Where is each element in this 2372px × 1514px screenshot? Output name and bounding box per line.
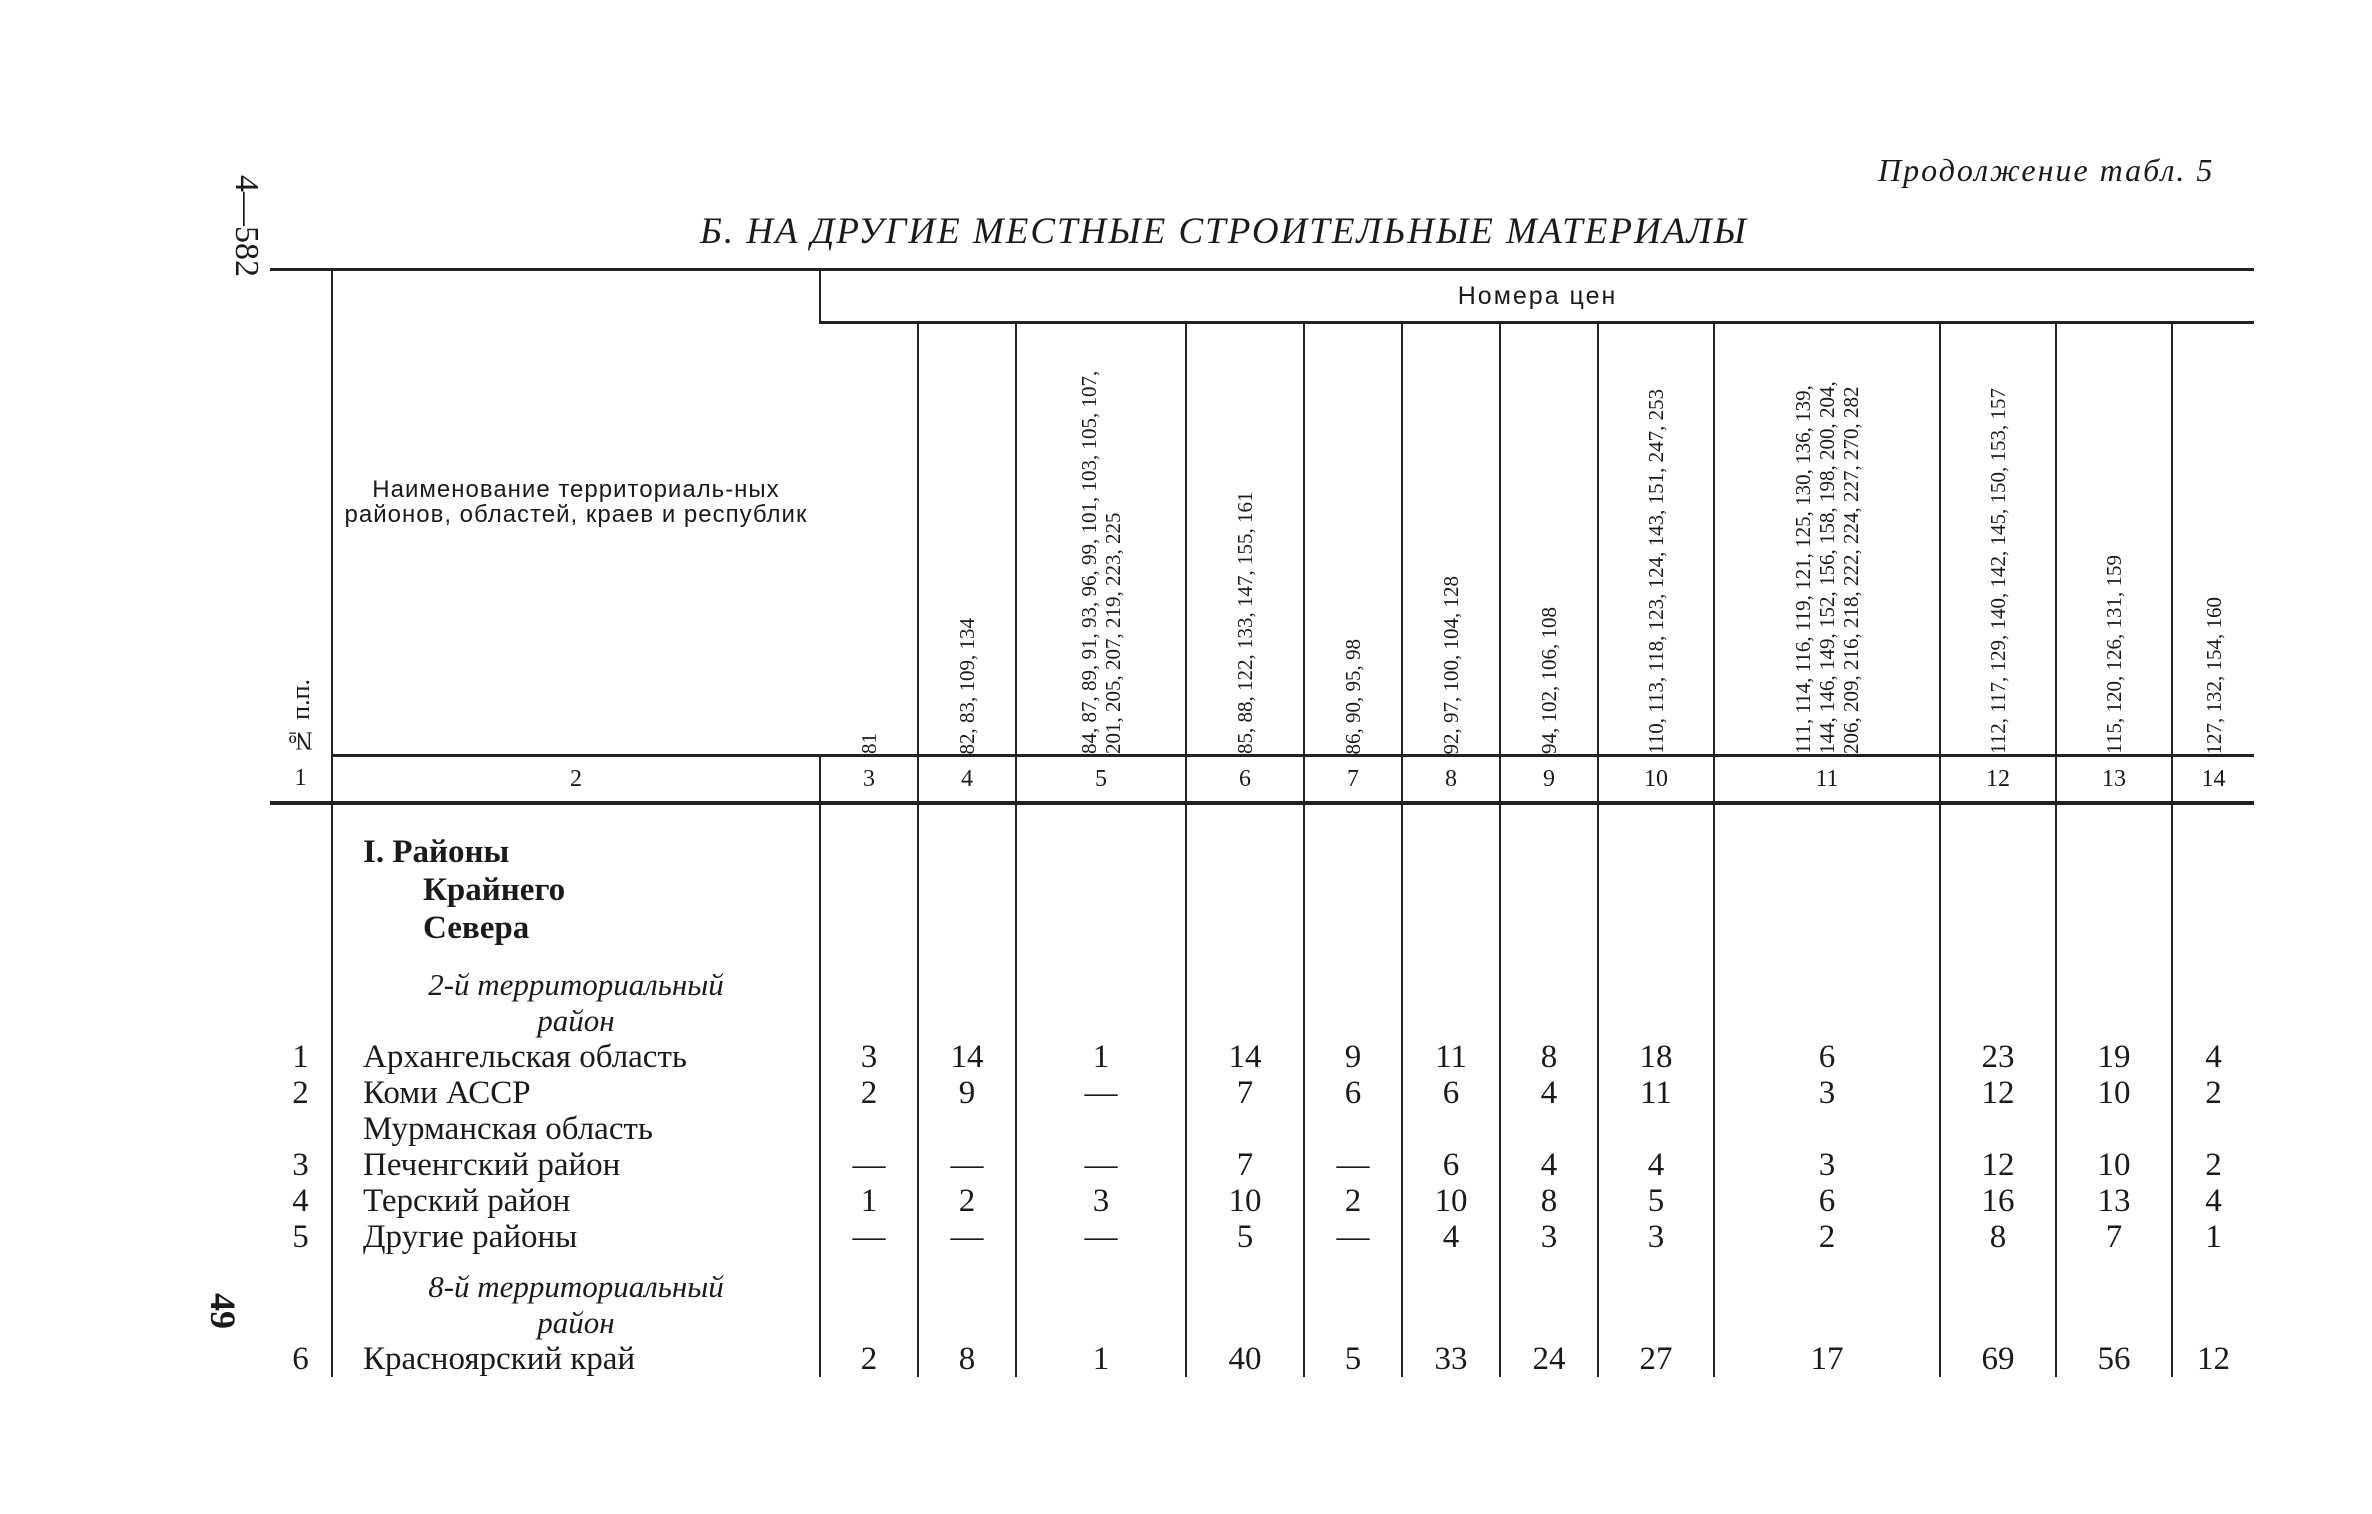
price-cell: 4	[2172, 1039, 2254, 1075]
region-name: Другие районы	[332, 1219, 820, 1255]
price-header-col13: 115, 120, 126, 131, 159	[2056, 323, 2172, 756]
region-name: Коми АССР	[332, 1075, 820, 1111]
price-cell: 16	[1940, 1183, 2056, 1219]
region-name: Мурманская область	[332, 1111, 820, 1147]
price-cell	[1186, 1111, 1304, 1147]
section-heading: I. Районы Крайнего Севера	[332, 817, 820, 953]
table-continuation-label: Продолжение табл. 5	[1878, 152, 2215, 188]
price-cell: —	[820, 1219, 918, 1255]
price-cell: —	[1304, 1147, 1402, 1183]
price-cell: 5	[1598, 1183, 1714, 1219]
price-cell: 5	[1304, 1341, 1402, 1377]
column-number: 9	[1500, 756, 1598, 804]
region-name: Красноярский край	[332, 1341, 820, 1377]
price-header-col3: 81	[820, 323, 918, 756]
price-cell: 2	[918, 1183, 1016, 1219]
price-cell	[1598, 1111, 1714, 1147]
price-cell	[820, 1111, 918, 1147]
column-number: 7	[1304, 756, 1402, 804]
table-row	[270, 1183, 2254, 1219]
row-number	[270, 1111, 332, 1147]
price-cell: 10	[1186, 1183, 1304, 1219]
region-name: Архангельская область	[332, 1039, 820, 1075]
price-cell: 6	[1402, 1075, 1500, 1111]
price-cell: 5	[1186, 1219, 1304, 1255]
price-cell: 12	[2172, 1341, 2254, 1377]
price-cell: 2	[1304, 1183, 1402, 1219]
price-cell: 8	[1940, 1219, 2056, 1255]
price-cell: —	[1304, 1219, 1402, 1255]
price-header-col6: 85, 88, 122, 133, 147, 155, 161	[1186, 323, 1304, 756]
column-number: 8	[1402, 756, 1500, 804]
price-header-col8: 92, 97, 100, 104, 128	[1402, 323, 1500, 756]
price-header-col10: 110, 113, 118, 123, 124, 143, 151, 247, 253	[1598, 323, 1714, 756]
price-cell: 7	[2056, 1219, 2172, 1255]
price-cell: 17	[1714, 1341, 1940, 1377]
price-cell: —	[1016, 1147, 1186, 1183]
table-row	[270, 1341, 2254, 1377]
table-row	[270, 1147, 2254, 1183]
column-number: 4	[918, 756, 1016, 804]
price-cell: 4	[1500, 1075, 1598, 1111]
price-cell	[1304, 1111, 1402, 1147]
column-number: 1	[270, 756, 332, 804]
price-cell: 10	[2056, 1147, 2172, 1183]
price-cell: 6	[1714, 1039, 1940, 1075]
row-number: 4	[292, 1183, 309, 1219]
price-cell: 4	[2172, 1183, 2254, 1219]
price-cell: 7	[1186, 1075, 1304, 1111]
price-cell: 3	[1714, 1075, 1940, 1111]
price-cell: —	[1016, 1075, 1186, 1111]
price-cell	[1016, 1111, 1186, 1147]
price-table	[270, 268, 2254, 1377]
price-header-col12: 112, 117, 129, 140, 142, 145, 150, 153, 157	[1940, 323, 2056, 756]
price-cell: 3	[1016, 1183, 1186, 1219]
price-header-col7: 86, 90, 95, 98	[1304, 323, 1402, 756]
subsection-heading: 8-й территориальный район	[332, 1255, 820, 1341]
price-cell: 3	[1714, 1147, 1940, 1183]
price-cell: 12	[1940, 1075, 2056, 1111]
price-cell: 8	[1500, 1183, 1598, 1219]
price-cell: 1	[1016, 1039, 1186, 1075]
row-number: 3	[292, 1147, 309, 1183]
price-cell	[2056, 1111, 2172, 1147]
price-cell: 56	[2056, 1341, 2172, 1377]
price-cell: 19	[2056, 1039, 2172, 1075]
price-cell: 4	[1500, 1147, 1598, 1183]
price-cell: 3	[820, 1039, 918, 1075]
price-cell: —	[820, 1147, 918, 1183]
subsection-heading-row	[270, 953, 2254, 1039]
price-cell: 1	[820, 1183, 918, 1219]
price-cell: 24	[1500, 1341, 1598, 1377]
price-cell: —	[1016, 1219, 1186, 1255]
price-cell: 3	[1500, 1219, 1598, 1255]
price-cell: 9	[1304, 1039, 1402, 1075]
table-row	[270, 1219, 2254, 1255]
price-numbers-group-header: Номера цен	[820, 270, 2254, 323]
column-number-row	[270, 756, 2254, 804]
price-cell: 4	[1598, 1147, 1714, 1183]
column-number: 11	[1714, 756, 1940, 804]
column-number: 14	[2172, 756, 2254, 804]
price-cell: 2	[820, 1075, 918, 1111]
table-row	[270, 1075, 2254, 1111]
price-cell: 2	[1714, 1219, 1940, 1255]
price-header-col9: 94, 102, 106, 108	[1500, 323, 1598, 756]
column-number: 13	[2056, 756, 2172, 804]
column-number: 10	[1598, 756, 1714, 804]
price-cell: 27	[1598, 1341, 1714, 1377]
column-number: 2	[332, 756, 820, 804]
price-cell: 11	[1402, 1039, 1500, 1075]
price-cell: 7	[1186, 1147, 1304, 1183]
price-cell: 4	[1402, 1219, 1500, 1255]
table-row	[270, 1111, 2254, 1147]
col-name-header: Наименование территориаль-ных районов, областей, краев и республик	[332, 270, 820, 756]
page-number: 49	[203, 1293, 243, 1329]
price-cell: 2	[820, 1341, 918, 1377]
price-cell	[1402, 1111, 1500, 1147]
price-cell: —	[918, 1147, 1016, 1183]
price-cell: 10	[1402, 1183, 1500, 1219]
price-cell: 40	[1186, 1341, 1304, 1377]
col-npp-header: № п.п.	[285, 679, 315, 756]
price-cell: 1	[2172, 1219, 2254, 1255]
price-cell: 69	[1940, 1341, 2056, 1377]
column-number: 3	[820, 756, 918, 804]
price-cell: 9	[918, 1075, 1016, 1111]
price-cell: 6	[1714, 1183, 1940, 1219]
price-cell	[1714, 1111, 1940, 1147]
price-cell: 11	[1598, 1075, 1714, 1111]
table-row	[270, 1039, 2254, 1075]
price-cell: 6	[1402, 1147, 1500, 1183]
price-cell: 23	[1940, 1039, 2056, 1075]
row-number: 5	[292, 1219, 309, 1255]
price-header-col5: 84, 87, 89, 91, 93, 96, 99, 101, 103, 105, 107, 201, 205, 207, 219, 223, 225	[1016, 323, 1186, 756]
price-cell: 10	[2056, 1075, 2172, 1111]
column-number: 12	[1940, 756, 2056, 804]
subsection-heading-row	[270, 1255, 2254, 1341]
price-cell: 2	[2172, 1147, 2254, 1183]
price-cell: 8	[918, 1341, 1016, 1377]
price-header-col4: 82, 83, 109, 134	[918, 323, 1016, 756]
region-name: Терский район	[332, 1183, 820, 1219]
price-cell: 14	[1186, 1039, 1304, 1075]
price-header-col11: 111, 114, 116, 119, 121, 125, 130, 136, 139, 144, 146, 149, 152, 156, 158, 198, 200, 204, 206, 209, 216, 218, 222, 224, 227, 270, 282	[1714, 323, 1940, 756]
price-cell: 1	[1016, 1341, 1186, 1377]
price-cell: —	[918, 1219, 1016, 1255]
price-cell: 14	[918, 1039, 1016, 1075]
row-number: 6	[292, 1341, 309, 1377]
section-title: Б. НА ДРУГИЕ МЕСТНЫЕ СТРОИТЕЛЬНЫЕ МАТЕРИАЛЫ	[700, 211, 1748, 252]
column-number: 6	[1186, 756, 1304, 804]
price-cell: 2	[2172, 1075, 2254, 1111]
column-number: 5	[1016, 756, 1186, 804]
section-heading-row	[270, 817, 2254, 953]
price-cell	[1940, 1111, 2056, 1147]
price-cell: 13	[2056, 1183, 2172, 1219]
region-name: Печенгский район	[332, 1147, 820, 1183]
price-header-col14: 127, 132, 154, 160	[2172, 323, 2254, 756]
price-cell: 3	[1598, 1219, 1714, 1255]
row-number: 1	[292, 1039, 309, 1075]
page-code: 4—582	[228, 175, 265, 277]
price-cell: 8	[1500, 1039, 1598, 1075]
price-cell	[918, 1111, 1016, 1147]
subsection-heading: 2-й территориальный район	[332, 953, 820, 1039]
price-cell: 33	[1402, 1341, 1500, 1377]
price-cell: 6	[1304, 1075, 1402, 1111]
row-number: 2	[292, 1075, 309, 1111]
price-cell	[2172, 1111, 2254, 1147]
price-cell: 12	[1940, 1147, 2056, 1183]
price-cell	[1500, 1111, 1598, 1147]
price-cell: 18	[1598, 1039, 1714, 1075]
